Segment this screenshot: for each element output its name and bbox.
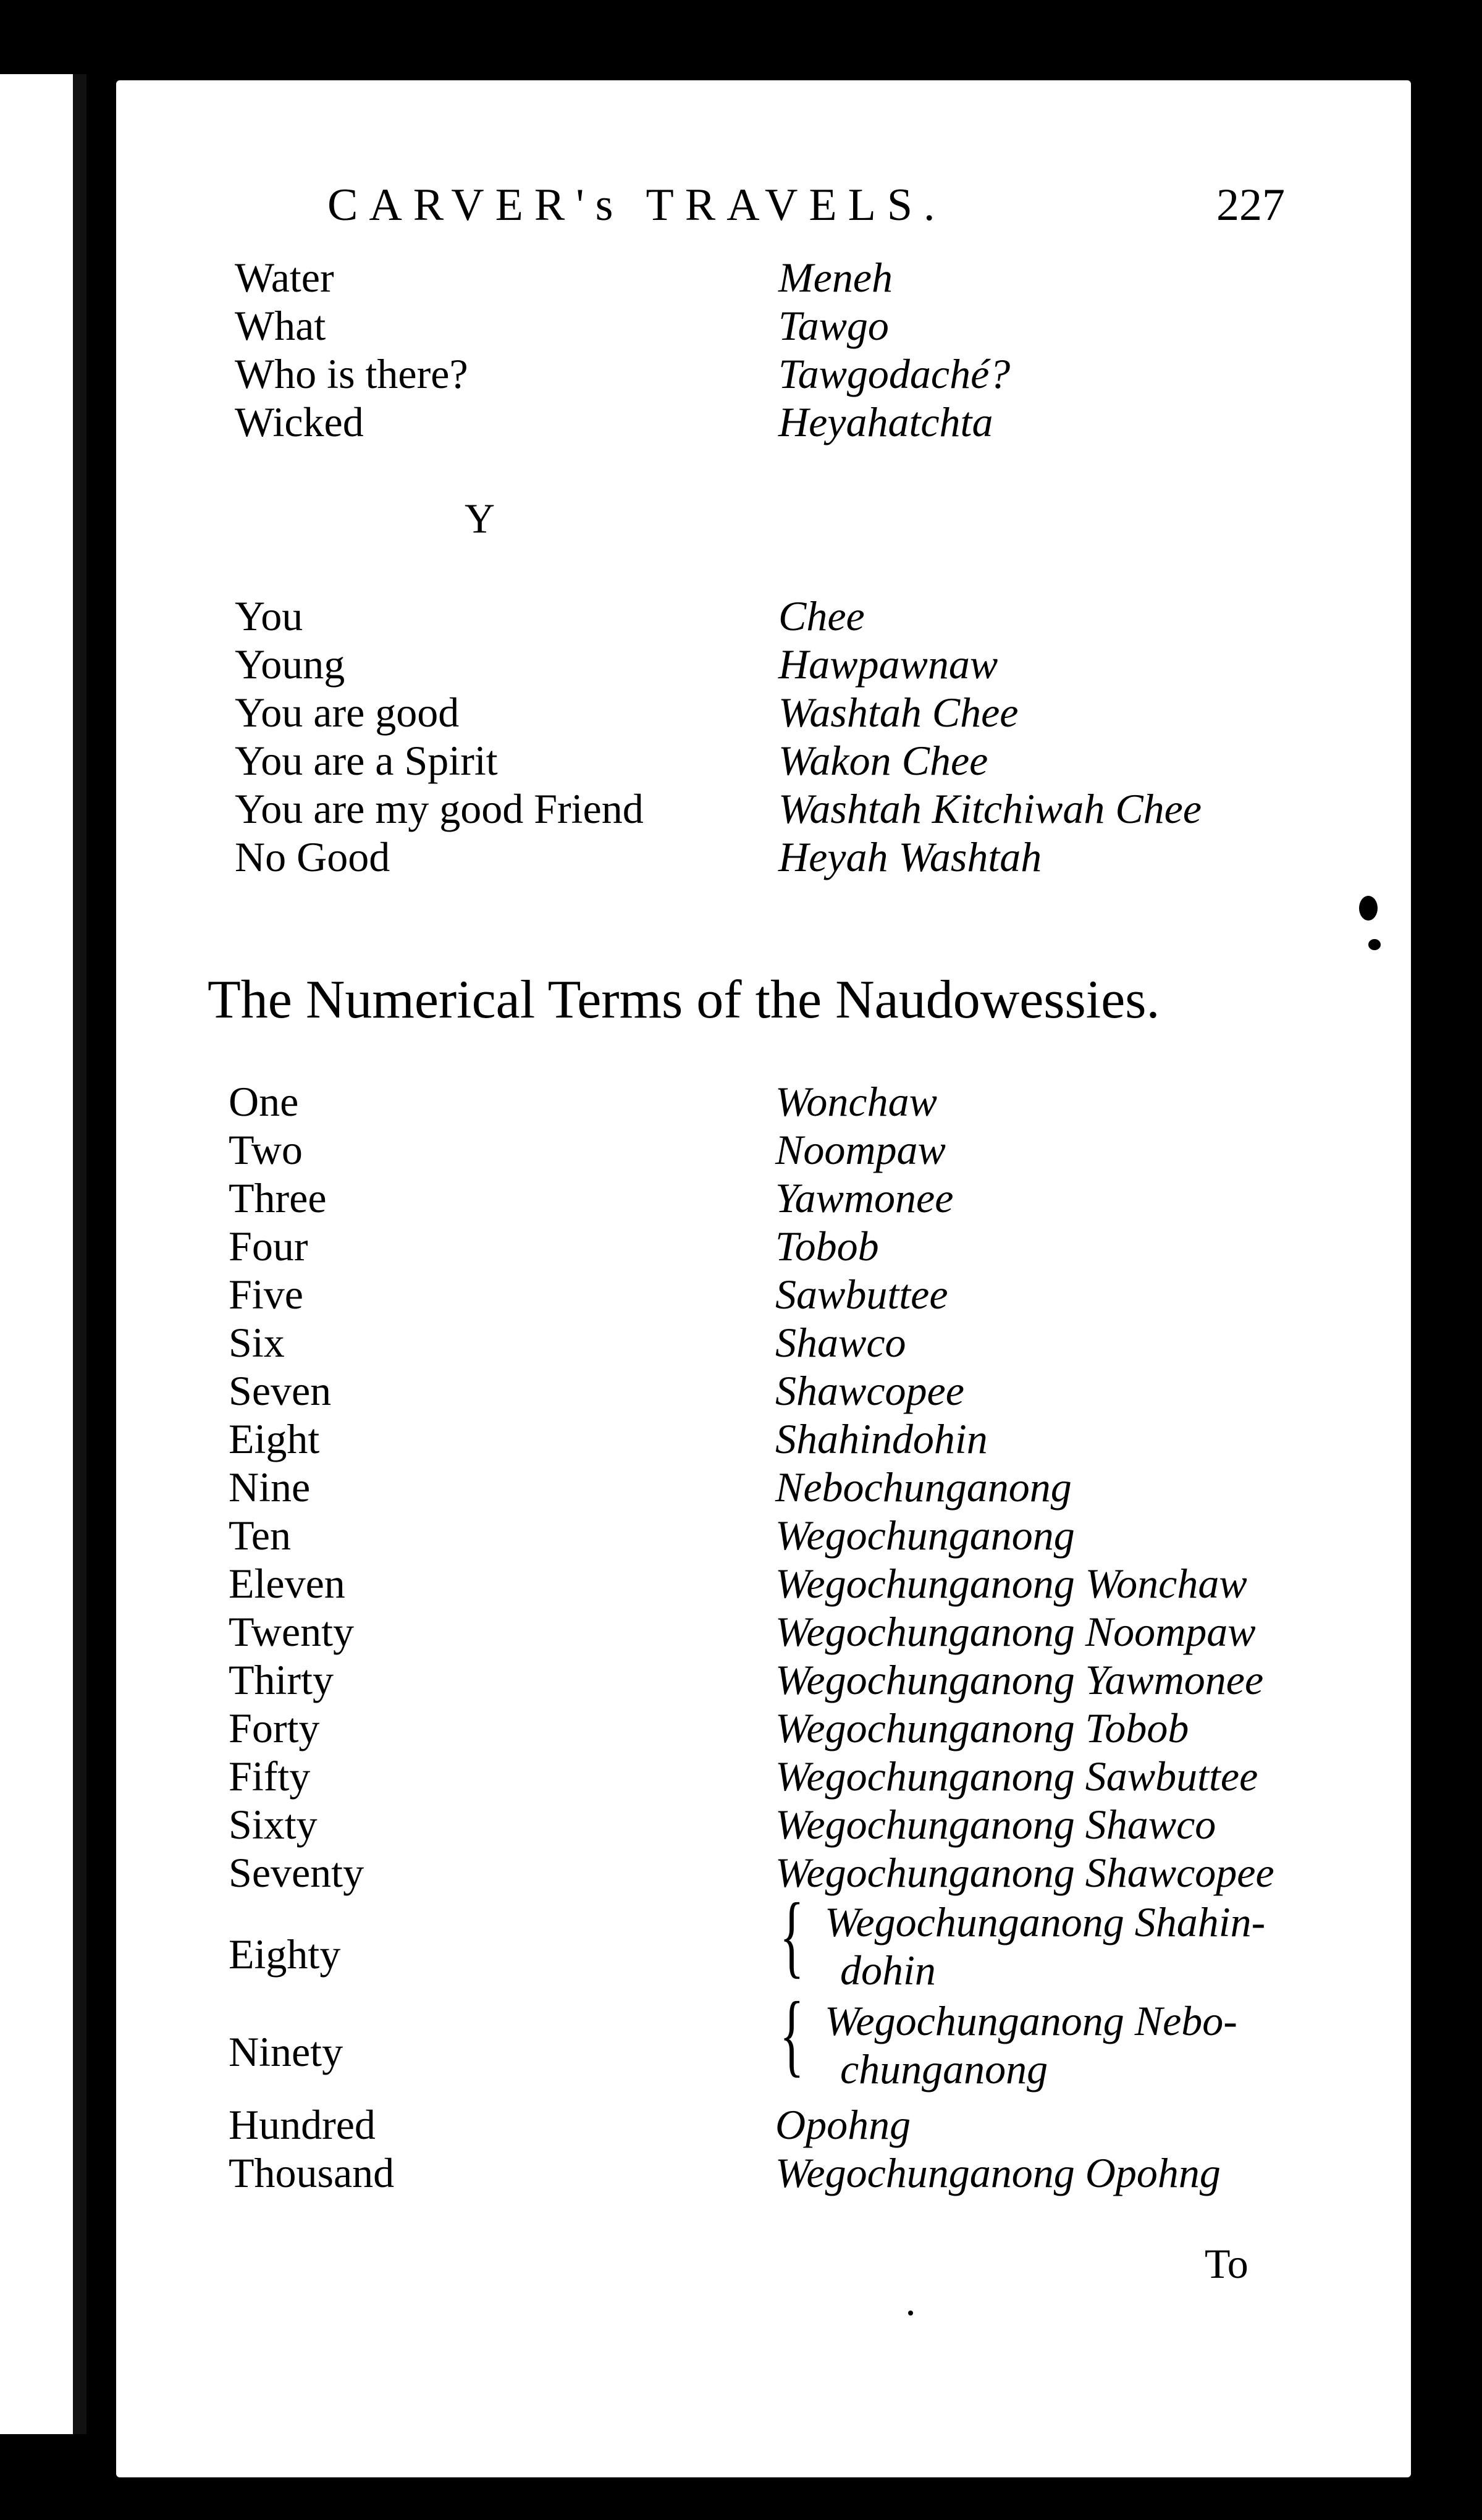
number-english: Ninety xyxy=(229,2028,343,2075)
scan-speck xyxy=(908,2311,913,2316)
facing-page-edge xyxy=(0,74,86,2434)
number-english: Four xyxy=(229,1223,308,1270)
number-native-line1: Wegochunganong Nebo- xyxy=(825,1997,1237,2044)
vocab-english: No Good xyxy=(235,833,390,880)
curly-brace-icon: { xyxy=(780,1884,804,1987)
catchword: To xyxy=(1205,2240,1248,2287)
vocab-english: What xyxy=(235,302,326,349)
number-english: Three xyxy=(229,1174,327,1221)
vocab-english: Water xyxy=(235,254,334,301)
vocab-english: You are good xyxy=(235,689,460,736)
number-native: Wegochunganong Wonchaw xyxy=(775,1560,1247,1607)
number-native: Noompaw xyxy=(775,1126,946,1173)
vocab-english: You are a Spirit xyxy=(235,737,498,784)
number-english: Seven xyxy=(229,1367,332,1414)
scan-speck xyxy=(1359,896,1378,921)
number-english: Fifty xyxy=(229,1753,311,1800)
vocab-native: Washtah Chee xyxy=(778,689,1019,736)
section-heading: The Numerical Terms of the Naudowessies. xyxy=(208,970,1160,1030)
number-english: Thousand xyxy=(229,2149,395,2196)
running-header xyxy=(210,179,1285,247)
number-native-line2: dohin xyxy=(840,1947,936,1994)
vocab-native: Heyah Washtah xyxy=(778,833,1042,880)
number-english: Thirty xyxy=(229,1656,334,1703)
page-number: 227 xyxy=(1216,180,1285,230)
curly-brace-icon: { xyxy=(780,1983,804,2086)
number-native: Wonchaw xyxy=(775,1078,937,1125)
number-native: Yawmonee xyxy=(775,1174,954,1221)
vocab-native: Heyahatchta xyxy=(778,398,993,445)
vocab-native: Wakon Chee xyxy=(778,737,988,784)
number-native: Wegochunganong Sawbuttee xyxy=(775,1753,1258,1800)
number-native-line1: Wegochunganong Shahin- xyxy=(825,1898,1266,1945)
vocab-english: You xyxy=(235,592,303,639)
number-native: Tobob xyxy=(775,1223,879,1270)
vocab-english: You are my good Friend xyxy=(235,785,644,832)
number-native: Sawbuttee xyxy=(775,1271,948,1318)
number-english: Seventy xyxy=(229,1849,364,1896)
number-native: Shawcopee xyxy=(775,1367,964,1414)
number-native: Wegochunganong Shawco xyxy=(775,1801,1216,1848)
number-native: Shahindohin xyxy=(775,1415,988,1462)
number-native: Opohng xyxy=(775,2101,911,2148)
page-title: CARVER's TRAVELS. xyxy=(327,180,946,230)
vocab-english: Young xyxy=(235,641,345,688)
number-native: Wegochunganong xyxy=(775,1512,1075,1559)
number-native: Shawco xyxy=(775,1319,906,1366)
scan-speck xyxy=(1368,939,1381,950)
number-native: Wegochunganong Tobob xyxy=(775,1705,1189,1751)
number-english: Twenty xyxy=(229,1608,354,1655)
number-native: Wegochunganong Opohng xyxy=(775,2149,1221,2196)
number-native: Wegochunganong Yawmonee xyxy=(775,1656,1264,1703)
number-english: Six xyxy=(229,1319,285,1366)
vocab-native: Meneh xyxy=(778,254,893,301)
vocab-english: Wicked xyxy=(235,398,364,445)
number-english: Forty xyxy=(229,1705,320,1751)
number-english: Hundred xyxy=(229,2101,376,2148)
vocab-native: Tawgo xyxy=(778,302,889,349)
vocab-native: Chee xyxy=(778,592,865,639)
number-english: Two xyxy=(229,1126,303,1173)
number-english: Ten xyxy=(229,1512,291,1559)
number-native-line2: chunganong xyxy=(840,2046,1048,2092)
number-english: Five xyxy=(229,1271,303,1318)
number-english: Nine xyxy=(229,1464,311,1511)
number-english: Eight xyxy=(229,1415,320,1462)
number-english: Eighty xyxy=(229,1931,341,1978)
number-english: One xyxy=(229,1078,299,1125)
vocab-english: Who is there? xyxy=(235,350,468,397)
number-english: Sixty xyxy=(229,1801,318,1848)
section-letter: Y xyxy=(465,495,495,542)
number-native: Nebochunganong xyxy=(775,1464,1072,1511)
number-native: Wegochunganong Shawcopee xyxy=(775,1849,1274,1896)
vocab-native: Tawgodaché? xyxy=(778,350,1011,397)
vocab-native: Hawpawnaw xyxy=(778,641,998,688)
number-native: Wegochunganong Noompaw xyxy=(775,1608,1256,1655)
vocab-native: Washtah Kitchiwah Chee xyxy=(778,785,1202,832)
number-english: Eleven xyxy=(229,1560,345,1607)
